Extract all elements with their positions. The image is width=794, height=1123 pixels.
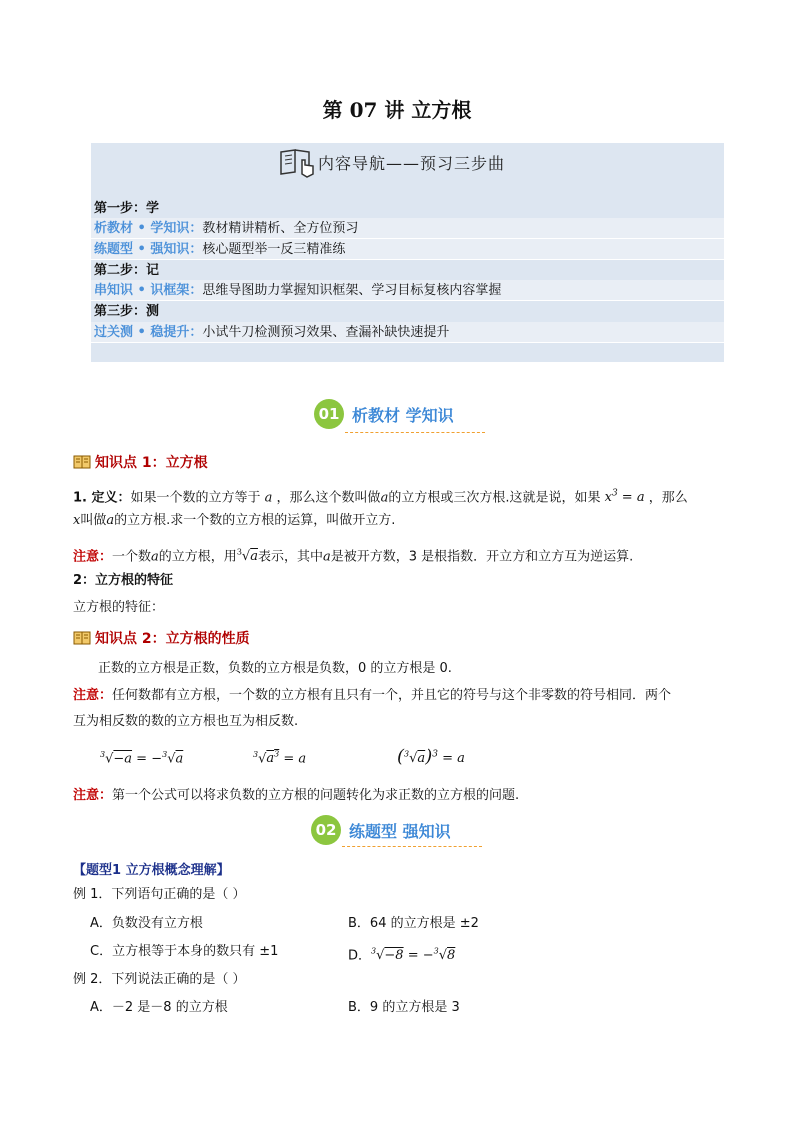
section-2-badge — [311, 815, 451, 845]
definition-line-1: 1. 定义：如果一个数的立方等于 a ，那么这个数叫做a的立方根或三次方根.这就是说，如果 $x^3 = a$ ，那么 — [73, 489, 688, 506]
feature-heading: 2：立方根的特征 — [73, 573, 174, 588]
note-2-line-1: 注意：任何数都有立方根，一个数的立方根有且只有一个，并且它的符号与这个非零数的符号相同．两个 — [73, 688, 672, 703]
knowledge-point-2: 知识点 2：立方根的性质 — [73, 628, 250, 648]
section-1-title: 析教材 学知识 — [352, 405, 454, 425]
feature-text: 立方根的特征： — [73, 600, 165, 615]
nav-title: 内容导航——预习三步曲 — [318, 153, 506, 173]
book-icon — [73, 455, 91, 469]
property-line: 正数的立方根是正数，负数的立方根是负数，0 的立方根是 0. — [98, 661, 452, 676]
nav-item-2: 练题型 • 强知识：核心题型举一反三精准练 — [91, 239, 724, 260]
section-1-number: 01 — [314, 399, 344, 429]
example-2-option-a: A．－2 是－8 的立方根 — [90, 1000, 228, 1015]
section-2-number: 02 — [311, 815, 341, 845]
formula-3: $(^3√a)^3 = a$ — [397, 746, 465, 767]
nav-item-3: 串知识 • 识框架：思维导图助力掌握知识框架、学习目标复核内容掌握 — [91, 280, 724, 301]
book-pointer-icon — [278, 146, 316, 178]
nav-step-2: 第二步：记 — [94, 263, 160, 278]
formula-1: $^3$√−a = −$^3$√a — [100, 750, 184, 767]
nav-step-1: 第一步：学 — [94, 201, 160, 216]
nav-item-4: 过关测 • 稳提升：小试牛刀检测预习效果、查漏补缺快速提升 — [91, 322, 724, 343]
section-2-title: 练题型 强知识 — [349, 821, 451, 841]
example-1-option-d: D．$^3$√−8 = −$^3$√8 — [348, 947, 456, 964]
knowledge-point-1: 知识点 1：立方根 — [73, 452, 208, 472]
section-2-underline — [342, 846, 482, 847]
section-1-underline — [345, 432, 485, 433]
example-1-stem: 例 1．下列语句正确的是（ ） — [73, 887, 246, 902]
example-1-option-a: A．负数没有立方根 — [90, 916, 203, 931]
section-1-badge — [314, 399, 454, 429]
example-2-option-b: B．9 的立方根是 3 — [348, 1000, 460, 1015]
definition-line-2: x叫做a的立方根.求一个数的立方根的运算，叫做开立方. — [73, 513, 396, 528]
nav-item-1: 析教材 • 学知识：教材精讲精析、全方位预习 — [91, 218, 724, 239]
note-2-line-2: 互为相反数的数的立方根也互为相反数. — [73, 714, 299, 729]
nav-step-3: 第三步：测 — [94, 304, 160, 319]
nav-header — [278, 146, 505, 178]
formula-2: $^3√a^3 = a$ — [253, 750, 307, 767]
question-type-1: 【题型1 立方根概念理解】 — [73, 863, 230, 878]
example-1-option-b: B．64 的立方根是 ±2 — [348, 916, 479, 931]
book-icon — [73, 631, 91, 645]
example-2-stem: 例 2．下列说法正确的是（ ） — [73, 972, 246, 987]
note-3: 注意：第一个公式可以将求负数的立方根的问题转化为求正数的立方根的问题. — [73, 788, 520, 803]
note-1: 注意：一个数a的立方根，用$^3$√a表示，其中a是被开方数，3 是根指数．开立方和立方互为逆运算. — [73, 548, 634, 565]
example-1-option-c: C．立方根等于本身的数只有 ±1 — [90, 944, 279, 959]
page-title: 第 07 讲 立方根 — [322, 98, 472, 122]
